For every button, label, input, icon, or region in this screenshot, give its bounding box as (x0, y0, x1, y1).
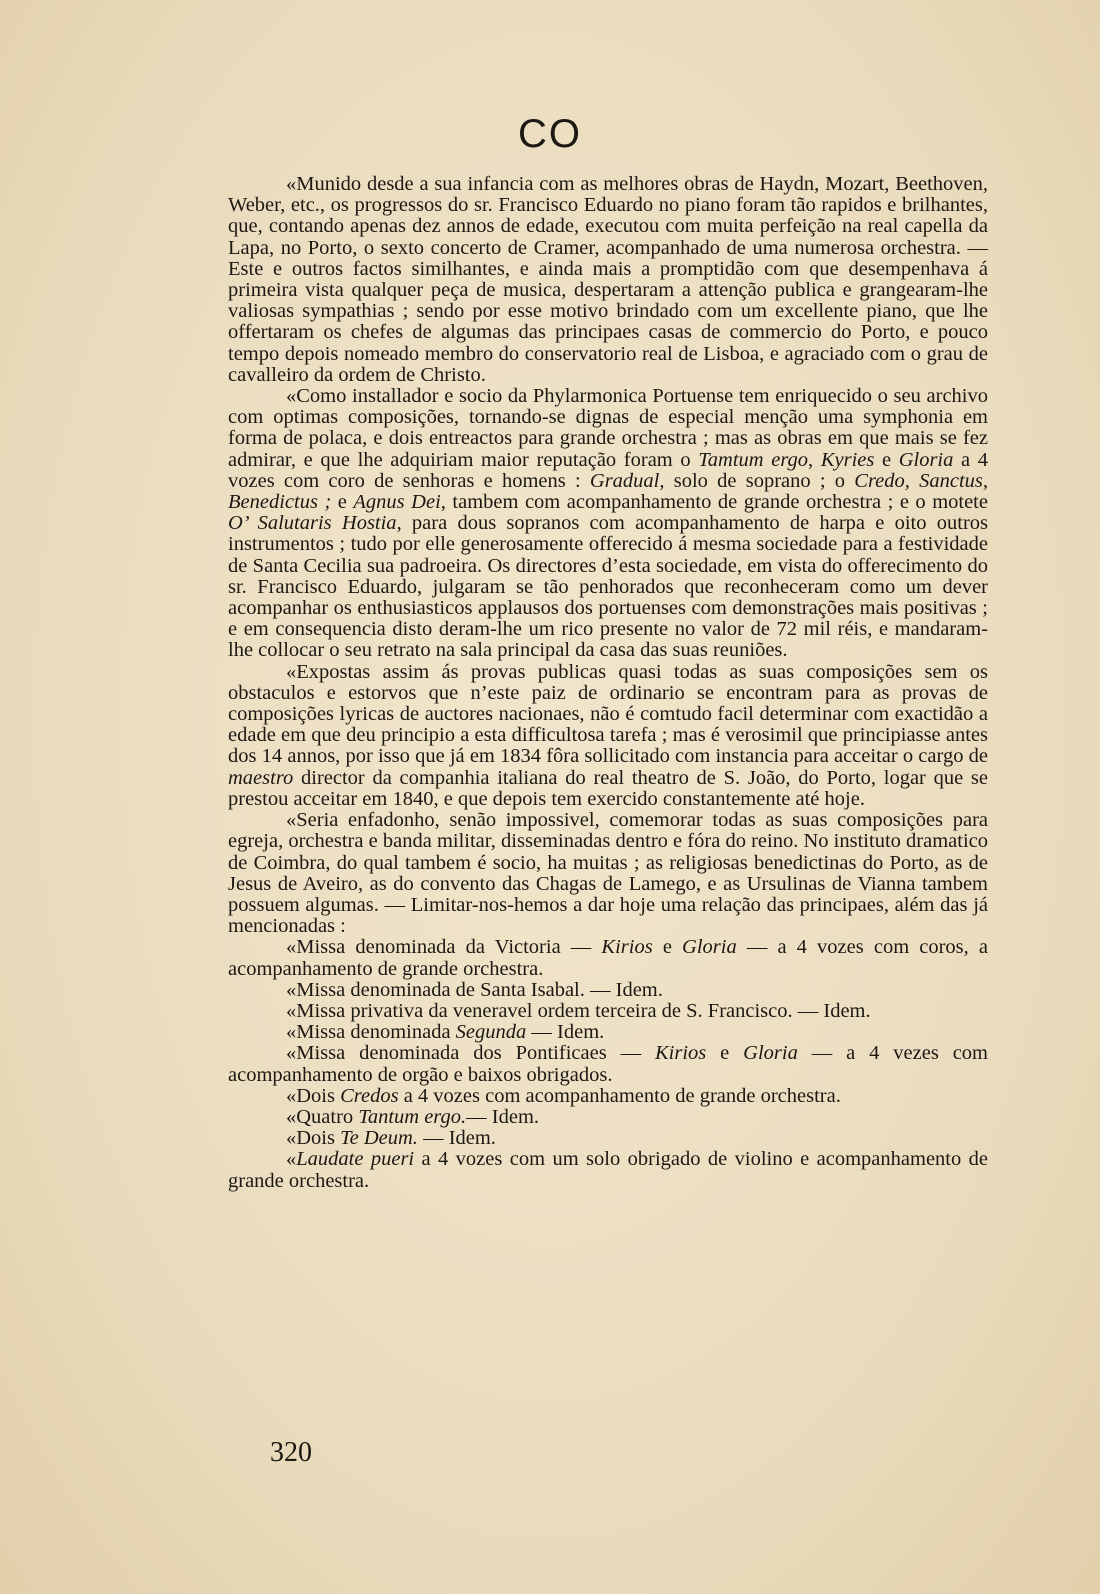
italic-text: Segunda (455, 1021, 527, 1044)
text-run: «Munido desde a sua infancia com as melhores obras de Haydn, Mozart, Beethoven, Weber, etc., os progressos do sr. Francisco Eduardo no piano foram tão rapidos e brilhantes, que, contando apenas dez annos de edade, executou com muita perfeição na real capella da Lapa, no Porto, o sexto concerto de Cramer, acompanhado de uma numerosa orchestra. — Este e outros factos similhantes, e ainda mais a promptidão com que desempenhava á primeira vista qualquer peça de musica, despertaram a attenção publica e grangearam-lhe valiosas sympathias ; sendo por esse motivo brindado com um excellente piano, que lhe offertaram os chefes de algumas das principaes casas de commercio do Porto, e pouco tempo depois nomeado membro do conservatorio real de Lisboa, e agraciado com o grau de cavalleiro da ordem de Christo. (228, 173, 988, 386)
list-item (228, 1043, 988, 1085)
list-item (228, 1128, 988, 1149)
text-run: «Missa denominada da Victoria — (286, 936, 602, 959)
italic-text: Kirios (601, 936, 653, 959)
italic-text: Credos (340, 1084, 399, 1107)
italic-text: Gloria (682, 936, 737, 959)
text-run: «Missa denominada dos Pontificaes — (286, 1042, 655, 1065)
text-run: — a 4 vezes com acompanhamento de orgão e baixos obrigados. (228, 1042, 988, 1086)
text-run: a 4 vozes com acompanhamento de grande orchestra. (398, 1084, 841, 1107)
italic-text: Gloria (743, 1042, 798, 1065)
text-run: — a 4 vozes com coros, a acompanhamento de grande orchestra. (228, 936, 988, 980)
text-run: e (331, 491, 354, 514)
list-item (228, 980, 988, 1001)
italic-text: Kirios (654, 1042, 707, 1065)
paragraph (228, 386, 988, 662)
text-run: «Missa privativa da veneravel ordem terceira de S. Francisco. — Idem. (286, 999, 871, 1022)
text-run: , (808, 448, 821, 471)
list-item (228, 1107, 988, 1128)
text-run: solo de soprano ; o (664, 469, 855, 492)
italic-text: Gradual, (589, 469, 665, 492)
list-item (228, 1086, 988, 1107)
page-number: 320 (270, 1437, 312, 1468)
text-run: e (874, 448, 899, 471)
italic-text: Tamtum ergo (698, 448, 809, 471)
paragraph (228, 662, 988, 810)
list-item (228, 1001, 988, 1022)
italic-text: Credo, Sanctus, Benedictus ; (228, 469, 989, 514)
text-run: «Seria enfadonho, senão impossivel, comemorar todas as suas composições para egreja, orchestra e banda militar, disseminadas dentro e fóra do reino. No instituto dramatico de Coimbra, do qual tambem é socio, ha muitas ; as religiosas benedictinas do Porto, as de Jesus de Aveiro, as do convento das Chagas de Lamego, e as Ursulinas de Vianna tambem possuem algumas. — Limitar-nos-hemos a dar hoje uma relação das principaes, além das já mencionadas : (228, 809, 988, 938)
italic-text: Laudate pueri (296, 1148, 415, 1171)
text-run: a 4 vozes com coro de senhoras e homens : (228, 448, 988, 492)
text-run: e (652, 936, 683, 959)
list-item (228, 1022, 988, 1043)
text-run: — Idem. (417, 1127, 496, 1150)
text-run: , para dous sopranos com acompanhamento de harpa e oito outros instrumentos ; tudo por elle generosamente offerecido á mesma sociedade para a festividade de Santa Cecilia sua padroeira. Os directores d’esta sociedade, em vista do offerecimento do sr. Francisco Eduardo, julgaram se tão penhorados que reconheceram como um dever acompanhar os enthusiasticos applausos dos portuenses com demonstrações mais positivas ; e em consequencia disto deram-lhe um rico presente no valor de 72 mil réis, e mandaram-lhe collocar o seu retrato na sala principal da casa das suas reuniões. (228, 512, 988, 662)
italic-text: Gloria (898, 448, 954, 471)
text-run: tambem com acompanhamento de grande orchestra ; e o motete (445, 491, 988, 514)
italic-text: Te Deum. (340, 1127, 418, 1150)
list-item (228, 1149, 988, 1191)
italic-text: Agnus Dei, (353, 491, 446, 514)
text-run: «Dois (286, 1084, 341, 1107)
italic-text: Tantum ergo. (358, 1105, 467, 1128)
text-run: « (286, 1148, 297, 1171)
text-run: a 4 vozes com um solo obrigado de violino e acompanhamento de grande orchestra. (228, 1148, 988, 1192)
text-run: — Idem. (526, 1021, 605, 1044)
text-run: «Como installador e socio da Phylarmonica Portuense tem enriquecido o seu archivo com optimas composições, tornando-se dignas de especial menção uma symphonia em forma de polaca, e dois entreactos para grande orchestra ; mas as obras em que mais se fez admirar, e que lhe adquiriam maior reputação foram o (228, 385, 988, 471)
running-header: CO (518, 112, 582, 156)
text-run: director da companhia italiana do real theatro de S. João, do Porto, logar que se prestou acceitar em 1840, e que depois tem exercido constantemente até hoje. (228, 766, 988, 810)
text-run: «Dois (286, 1127, 341, 1150)
text-run: «Quatro (286, 1105, 359, 1128)
text-run: — Idem. (466, 1105, 540, 1128)
text-run: «Missa denominada (286, 1021, 456, 1044)
paragraph (228, 810, 988, 937)
text-run: e (706, 1042, 744, 1065)
italic-text: maestro (228, 766, 294, 789)
italic-text: O’ Salutaris Hostia (228, 512, 397, 535)
italic-text: Kyries (820, 448, 875, 471)
text-run: «Expostas assim ás provas publicas quasi todas as suas composições sem os obstaculos e estorvos que n’este paiz de ordinario se encontram para as provas de composições lyricas de auctores nacionaes, não é comtudo facil determinar com exactidão a edade em que deu principio a esta difficultosa tarefa ; mas é verosimil que principiasse antes dos 14 annos, por isso que já em 1834 fôra sollicitado com instancia para acceitar o cargo de (228, 660, 988, 768)
body-text (228, 174, 988, 1192)
paragraph (228, 174, 988, 386)
text-run: «Missa denominada de Santa Isabal. — Idem. (286, 978, 663, 1001)
list-item (228, 937, 988, 979)
